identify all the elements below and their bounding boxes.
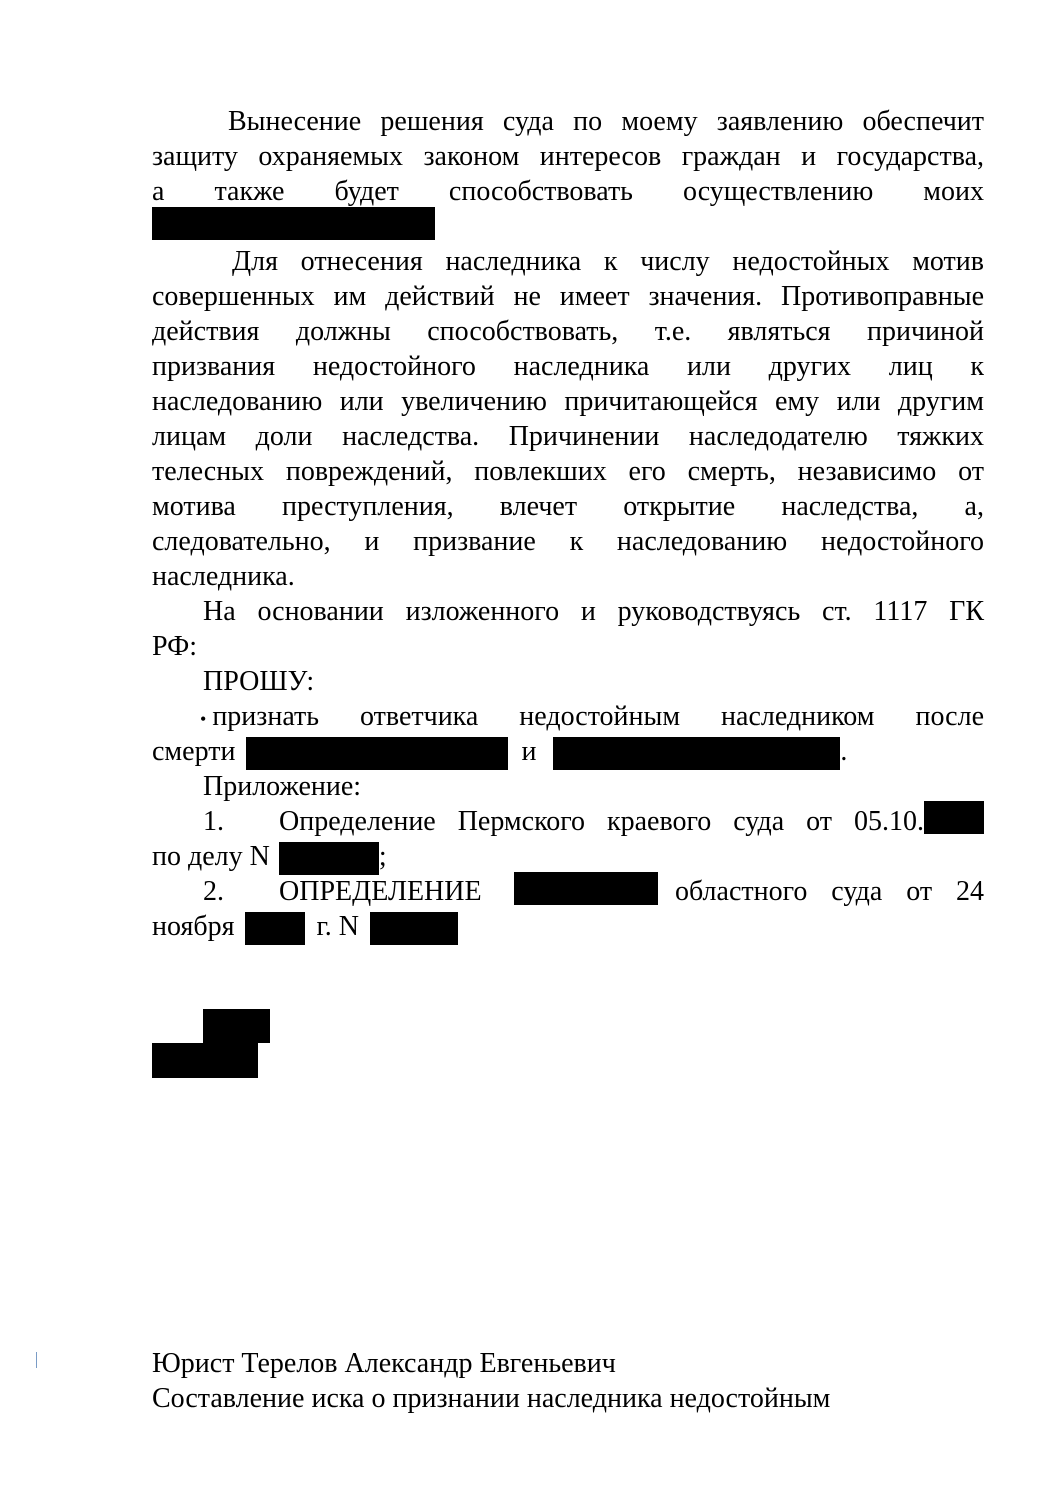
redacted-signature	[203, 1009, 270, 1043]
paragraph-2-line-6: лицам доли наследства. Причинении наследодателю тяжких	[152, 421, 984, 452]
paragraph-1-line-3: а также будет способствовать осуществлению моих	[152, 176, 984, 207]
attachment-1-line-2	[152, 839, 984, 874]
redacted-decision-number	[370, 912, 458, 945]
paragraph-2-line-8: мотива преступления, влечет открытие наследства, а,	[152, 491, 984, 522]
attachment-2-month: ноября	[152, 911, 235, 942]
redacted-year-2	[245, 912, 305, 945]
paragraph-1-line-1: Вынесение решения суда по моему заявлению обеспечит	[228, 106, 984, 137]
request-item-conjunction: и	[521, 736, 537, 767]
paragraph-2-line-2: совершенных им действий не имеет значения. Противоправные	[152, 281, 984, 312]
request-heading: ПРОШУ:	[203, 666, 315, 697]
request-item-line-1	[200, 699, 984, 734]
paragraph-2-line-9: следовательно, и призвание к наследованию недостойного	[152, 526, 984, 557]
attachment-1-case-prefix: по делу N	[152, 841, 270, 872]
attachment-2-line-2	[152, 909, 984, 944]
request-item-period: .	[840, 736, 848, 767]
basis-line-2: РФ:	[152, 631, 197, 662]
bullet-icon: •	[200, 709, 207, 729]
redacted-block	[152, 207, 435, 240]
redacted-name-2	[553, 737, 840, 770]
attachment-2-number: 2.	[203, 876, 224, 907]
attachment-2-word: ОПРЕДЕЛЕНИЕ	[279, 876, 482, 907]
paragraph-2-line-5: наследованию или увеличению причитающейся ему или другим	[152, 386, 984, 417]
paragraph-2-line-4: призвания недостойного наследника или других лиц к	[152, 351, 984, 382]
basis-line-1: На основании изложенного и руководствуясь ст. 1117 ГК	[203, 596, 984, 627]
redacted-date	[152, 1043, 258, 1078]
redacted-region	[514, 872, 658, 905]
attachment-1-line-1	[152, 804, 984, 839]
redacted-case-number	[279, 842, 379, 875]
redacted-year	[924, 801, 984, 834]
footer-author: Юрист Терелов Александр Евгеньевич	[152, 1348, 616, 1379]
paragraph-2-line-7: телесных повреждений, повлекших его смерть, независимо от	[152, 456, 984, 487]
paragraph-2-line-10: наследника.	[152, 561, 295, 592]
attachment-1-title: Определение Пермского краевого суда от 05.10.	[279, 806, 924, 837]
attachments-heading: Приложение:	[203, 771, 362, 802]
request-item-line-2	[152, 734, 984, 769]
request-item-death-prefix: смерти	[152, 736, 236, 767]
paragraph-2-line-3: действия должны способствовать, т.е. являться причиной	[152, 316, 984, 347]
attachment-1-semicolon: ;	[378, 841, 387, 872]
attachment-1-number: 1.	[203, 806, 224, 837]
request-item-text: признать ответчика недостойным наследником после	[212, 701, 984, 732]
paragraph-1-line-2: защиту охраняемых законом интересов граждан и государства,	[152, 141, 984, 172]
paragraph-2-line-1: Для отнесения наследника к числу недостойных мотив	[232, 246, 984, 277]
footer-subtitle: Составление иска о признании наследника недостойным	[152, 1383, 831, 1414]
attachment-2-line-1	[152, 874, 984, 909]
redacted-name-1	[246, 737, 508, 770]
attachment-2-court: областного суда от 24	[675, 876, 984, 907]
text-cursor-icon	[36, 1352, 37, 1368]
attachment-2-number-prefix: г. N	[316, 911, 360, 942]
